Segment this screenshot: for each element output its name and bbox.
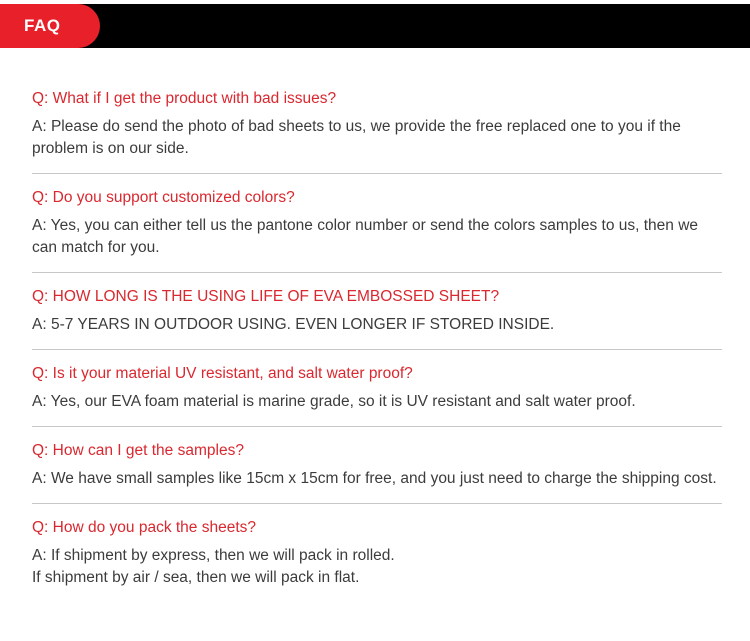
faq-answer-line: A: Yes, you can either tell us the pantone color number or send the colors samples to us, then we can match for you. <box>32 217 699 256</box>
faq-answer <box>32 215 722 259</box>
faq-item <box>32 363 722 427</box>
faq-answer-line: A: We have small samples like 15cm x 15cm for free, and you just need to charge the shipping cost. <box>32 470 717 487</box>
faq-item <box>32 440 722 504</box>
faq-question: Q: How can I get the samples? <box>32 442 244 459</box>
faq-answer <box>32 314 722 336</box>
faq-answer <box>32 391 722 413</box>
faq-item <box>32 88 722 174</box>
faq-title: FAQ <box>24 16 61 35</box>
faq-question: Q: Is it your material UV resistant, and salt water proof? <box>32 365 413 382</box>
faq-item <box>32 517 722 589</box>
faq-item <box>32 286 722 350</box>
faq-answer-line: A: If shipment by express, then we will pack in rolled. <box>32 547 395 564</box>
faq-question: Q: Do you support customized colors? <box>32 189 295 206</box>
faq-answer-line: A: Yes, our EVA foam material is marine grade, so it is UV resistant and salt water proof. <box>32 393 636 410</box>
faq-answer <box>32 468 722 490</box>
faq-header-tab <box>0 4 100 48</box>
faq-answer-line: A: Please do send the photo of bad sheets to us, we provide the free replaced one to you if the problem is on our side. <box>32 118 681 157</box>
faq-question: Q: How do you pack the sheets? <box>32 519 257 536</box>
faq-answer <box>32 116 722 160</box>
faq-header-bar <box>0 4 750 48</box>
faq-answer-line: A: 5-7 YEARS IN OUTDOOR USING. EVEN LONGER IF STORED INSIDE. <box>32 316 555 333</box>
faq-list <box>32 88 722 589</box>
faq-question: Q: HOW LONG IS THE USING LIFE OF EVA EMBOSSED SHEET? <box>32 288 500 305</box>
faq-item <box>32 187 722 273</box>
faq-question: Q: What if I get the product with bad issues? <box>32 90 337 107</box>
faq-answer <box>32 545 722 589</box>
faq-answer-line: If shipment by air / sea, then we will pack in flat. <box>32 569 360 586</box>
